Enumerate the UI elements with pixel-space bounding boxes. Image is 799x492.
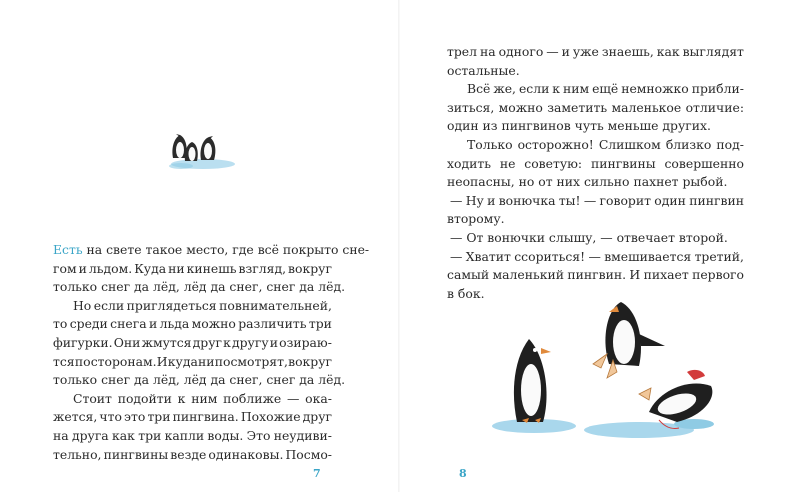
text-line: гом и льдом. Куда ни кинешь взгляд, вокруг — [53, 260, 332, 276]
text-line: то среди снега и льда можно различить три — [53, 316, 332, 332]
right-page — [399, 0, 799, 492]
text-line: тся по сторонам. И куда ни посмотрят, вокруг — [53, 353, 332, 369]
text-line: Но если приглядеться повнимательней, — [73, 297, 332, 313]
text-line: — Хватит ссориться! — вмешивается третий, — [450, 248, 744, 264]
text-line: Всё же, если к ним ещё немножко прибли- — [467, 81, 744, 97]
text-line: ходить не советую: пингвины совершенно — [447, 155, 744, 171]
text-line: в бок. — [447, 285, 485, 301]
text-line: тельно, пингвины везде одинаковы. Посмо- — [53, 446, 332, 462]
text-line: Только осторожно! Слишком близко под- — [467, 136, 744, 152]
text-line: неопасны, но от них сильно пахнет рыбой. — [447, 174, 728, 190]
text-line: на друга как три капли воды. Это неудиви- — [53, 427, 332, 443]
right-page-text — [447, 43, 744, 303]
text-line: фигурки. Они жмутся друг к другу и озираю- — [53, 334, 332, 350]
page-number: 7 — [313, 467, 321, 480]
text-line: самый маленький пингвин. И пихает первого — [447, 267, 744, 283]
left-page — [0, 0, 399, 492]
text-line: — От вонючки слышу, — отвечает второй. — [450, 229, 728, 245]
page-number: 8 — [459, 467, 467, 480]
text-line: Стоит подойти к ним поближе — ока- — [73, 390, 332, 406]
three-penguins-small-illustration — [163, 126, 238, 171]
drop-word: Есть — [53, 242, 83, 257]
text-line: — Ну и вонючка ты! — говорит один пингвин — [450, 192, 744, 208]
text-line: один из пингвинов чуть меньше других. — [447, 118, 711, 134]
penguins-scuffle-illustration — [489, 294, 729, 444]
text-line: зиться, можно заметить маленькое отличие: — [447, 99, 744, 115]
text-line: жется, что это три пингвина. Похожие друг — [53, 409, 332, 425]
text-line: второму. — [447, 211, 505, 227]
text-line: только снег да лёд, лёд да снег, снег да лёд. — [53, 372, 346, 388]
left-page-text — [53, 241, 370, 464]
text-line: остальные. — [447, 62, 520, 78]
text-line: только снег да лёд, лёд да снег, снег да лёд. — [53, 279, 346, 295]
text-line: трел на одного — и уже знаешь, как выглядят — [447, 44, 744, 59]
text-line: Есть на свете такое место, где всё покрыто сне- — [53, 241, 332, 260]
